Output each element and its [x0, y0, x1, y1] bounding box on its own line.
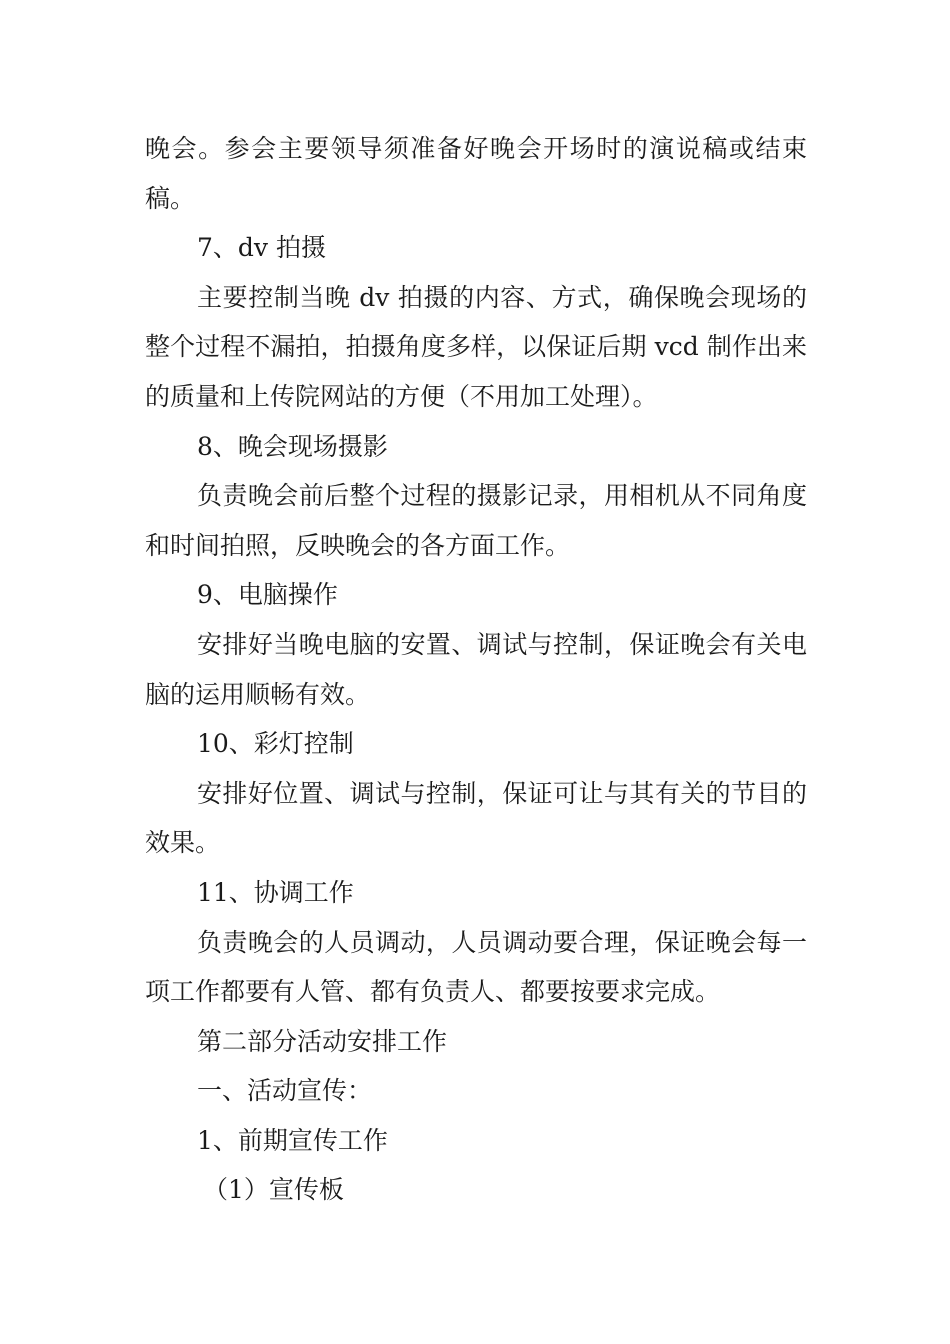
paragraph-computer: 安排好当晚电脑的安置、调试与控制，保证晚会有关电脑的运用顺畅有效。 [145, 629, 807, 709]
paragraph-lights: 安排好位置、调试与控制，保证可让与其有关的节目的效果。 [145, 778, 807, 858]
subsection-heading-publicity: 一、活动宣传： [197, 1076, 373, 1106]
subsection-heading-early-publicity: 1、前期宣传工作 [197, 1125, 388, 1155]
section-heading-lights: 10、彩灯控制 [197, 729, 354, 759]
section-heading-photography: 8、晚会现场摄影 [197, 431, 388, 461]
document-body [145, 124, 807, 1215]
paragraph-dv: 主要控制当晚 dv 拍摄的内容、方式，确保晚会现场的整个过程不漏拍，拍摄角度多样，以保证后期 vcd 制作出来的质量和上传院网站的方便（不用加工处理）。 [145, 282, 807, 411]
paragraph-coordination: 负责晚会的人员调动，人员调动要合理，保证晚会每一项工作都要有人管、都有负责人、都要按要求完成。 [145, 927, 807, 1007]
section-heading-computer: 9、电脑操作 [197, 580, 338, 610]
part-two-heading: 第二部分活动安排工作 [197, 1026, 448, 1056]
list-item-board: （1）宣传板 [203, 1175, 344, 1205]
section-heading-dv: 7、dv 拍摄 [197, 233, 326, 263]
paragraph-photography: 负责晚会前后整个过程的摄影记录，用相机从不同角度和时间拍照，反映晚会的各方面工作。 [145, 481, 807, 560]
paragraph-continuation: 晚会。参会主要领导须准备好晚会开场时的演说稿或结束稿。 [145, 134, 807, 213]
section-heading-coordination: 11、协调工作 [197, 877, 354, 907]
